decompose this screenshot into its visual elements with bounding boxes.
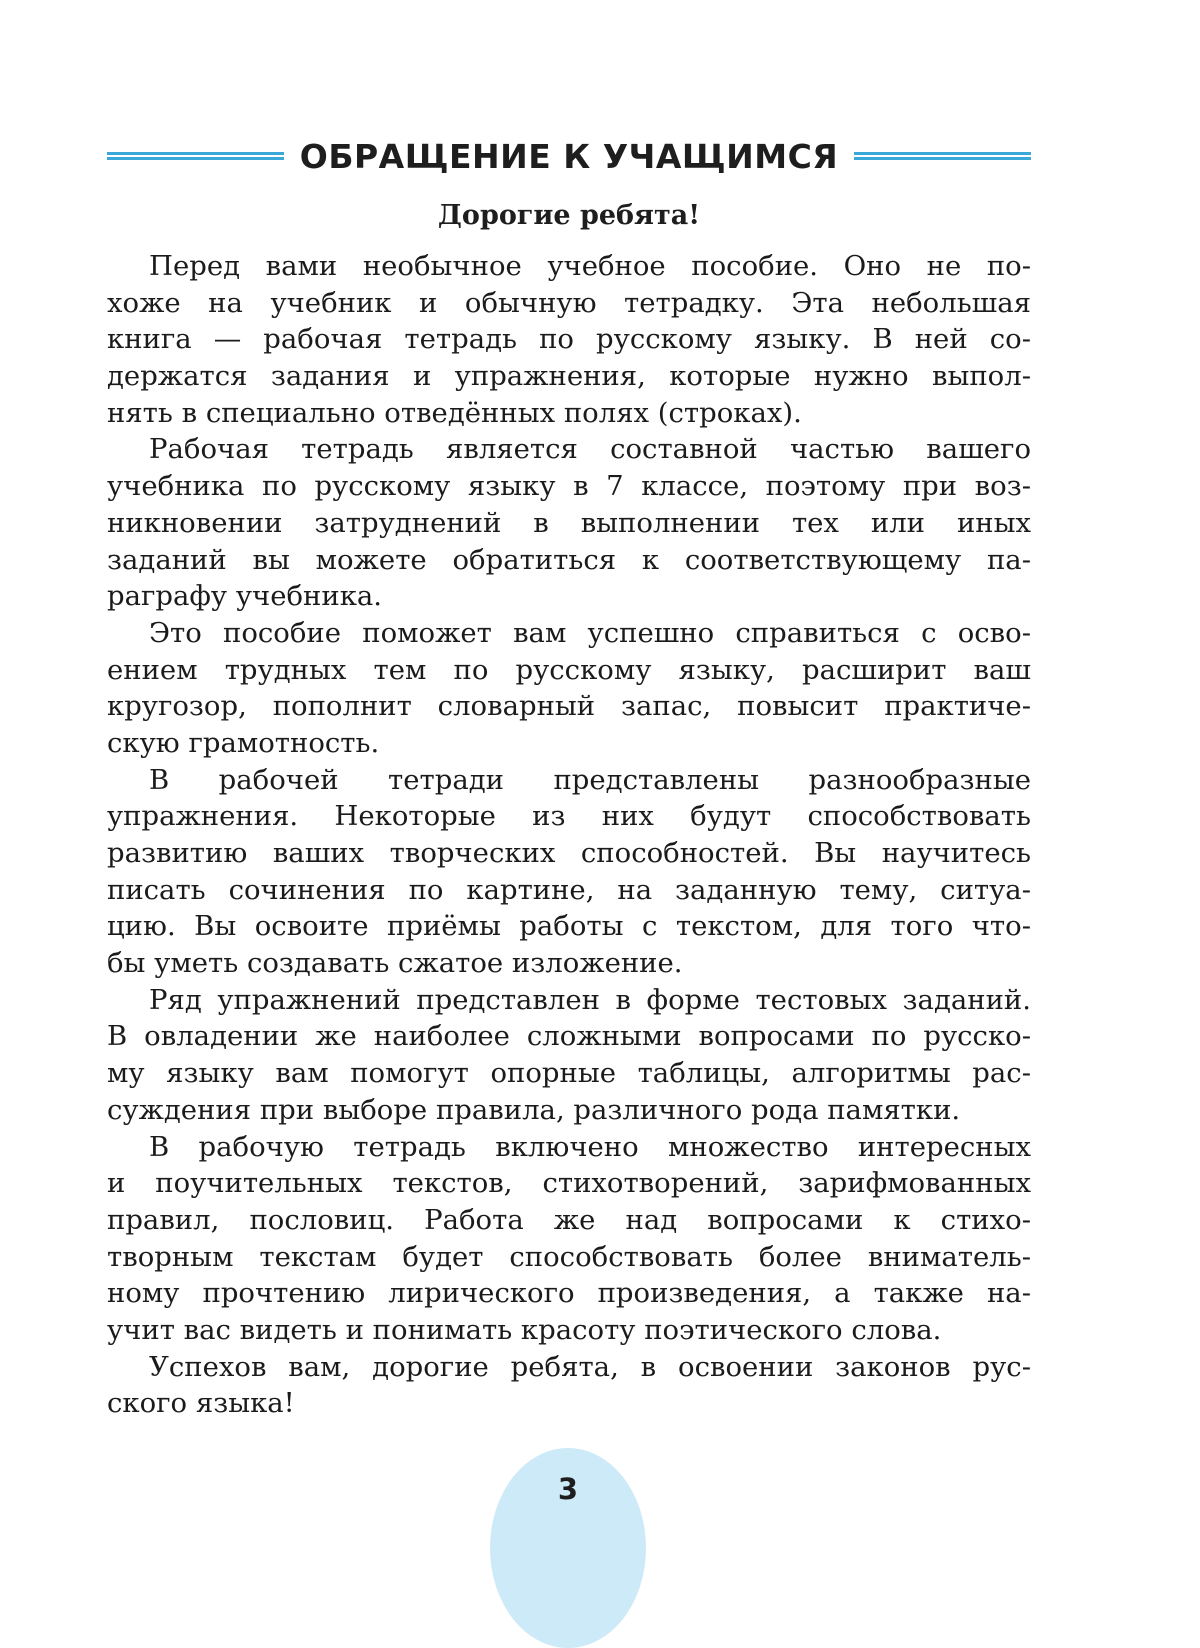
body-text [107, 248, 1031, 1422]
text-line: Ряд упражнений представлен в форме тестовых заданий. [149, 983, 1031, 1016]
text-line: бы уметь создавать сжатое изложение. [107, 947, 683, 980]
text-line: В овладении же наиболее сложными вопросами по русско- [107, 1020, 1031, 1053]
text-line: цию. Вы освоите приёмы работы с текстом, для того что- [107, 910, 1031, 943]
text-line: кругозор, пополнит словарный запас, повысит практиче- [107, 690, 1031, 723]
text-line: правил, пословиц. Работа же над вопросами к стихо- [107, 1203, 1031, 1236]
text-line: В рабочую тетрадь включено множество интересных [149, 1130, 1031, 1163]
text-line: ному прочтению лирического произведения, а также на- [107, 1277, 1031, 1310]
right-decorative-rule [854, 152, 1031, 160]
text-line: раграфу учебника. [107, 580, 383, 613]
greeting: Дорогие ребята! [437, 200, 701, 231]
text-line: учебника по русскому языку в 7 классе, поэтому при воз- [107, 470, 1031, 503]
text-line: и поучительных текстов, стихотворений, зарифмованных [107, 1167, 1031, 1200]
text-line: держатся задания и упражнения, которые нужно выпол- [107, 360, 1031, 393]
text-line: Перед вами необычное учебное пособие. Оно не по- [149, 250, 1031, 282]
text-line: Рабочая тетрадь является составной частью вашего [149, 433, 1031, 466]
section-header [107, 134, 1031, 178]
text-line: книга — рабочая тетрадь по русскому языку. В ней со- [107, 323, 1031, 356]
text-line: творным текстам будет способствовать более вниматель- [107, 1240, 1031, 1273]
text-line: упражнения. Некоторые из них будут способствовать [107, 800, 1031, 833]
text-line: му языку вам помогут опорные таблицы, алгоритмы рас- [107, 1057, 1031, 1090]
page-number: 3 [557, 1472, 579, 1506]
page-title: ОБРАЩЕНИЕ К УЧАЩИМСЯ [299, 136, 839, 176]
text-line: писать сочинения по картине, на заданную тему, ситуа- [107, 873, 1031, 906]
text-line: Это пособие поможет вам успешно справиться с осво- [149, 616, 1031, 649]
text-line: развитию ваших творческих способностей. Вы научитесь [107, 837, 1031, 869]
text-line: суждения при выборе правила, различного рода памятки. [107, 1093, 961, 1126]
text-line: учит вас видеть и понимать красоту поэтического слова. [107, 1313, 942, 1346]
left-decorative-rule [107, 152, 284, 160]
text-line: хоже на учебник и обычную тетрадку. Эта небольшая [107, 286, 1031, 319]
text-line: никновении затруднений в выполнении тех или иных [107, 506, 1031, 539]
text-line: заданий вы можете обратиться к соответствующему па- [107, 543, 1031, 576]
text-line: ением трудных тем по русскому языку, расширит ваш [107, 653, 1031, 686]
text-line: нять в специально отведённых полях (строках). [107, 396, 802, 429]
text-line: В рабочей тетради представлены разнообразные [149, 763, 1031, 796]
text-line: Успехов вам, дорогие ребята, в освоении законов рус- [149, 1350, 1031, 1383]
text-line: скую грамотность. [107, 726, 380, 759]
text-line: ского языка! [107, 1387, 295, 1420]
